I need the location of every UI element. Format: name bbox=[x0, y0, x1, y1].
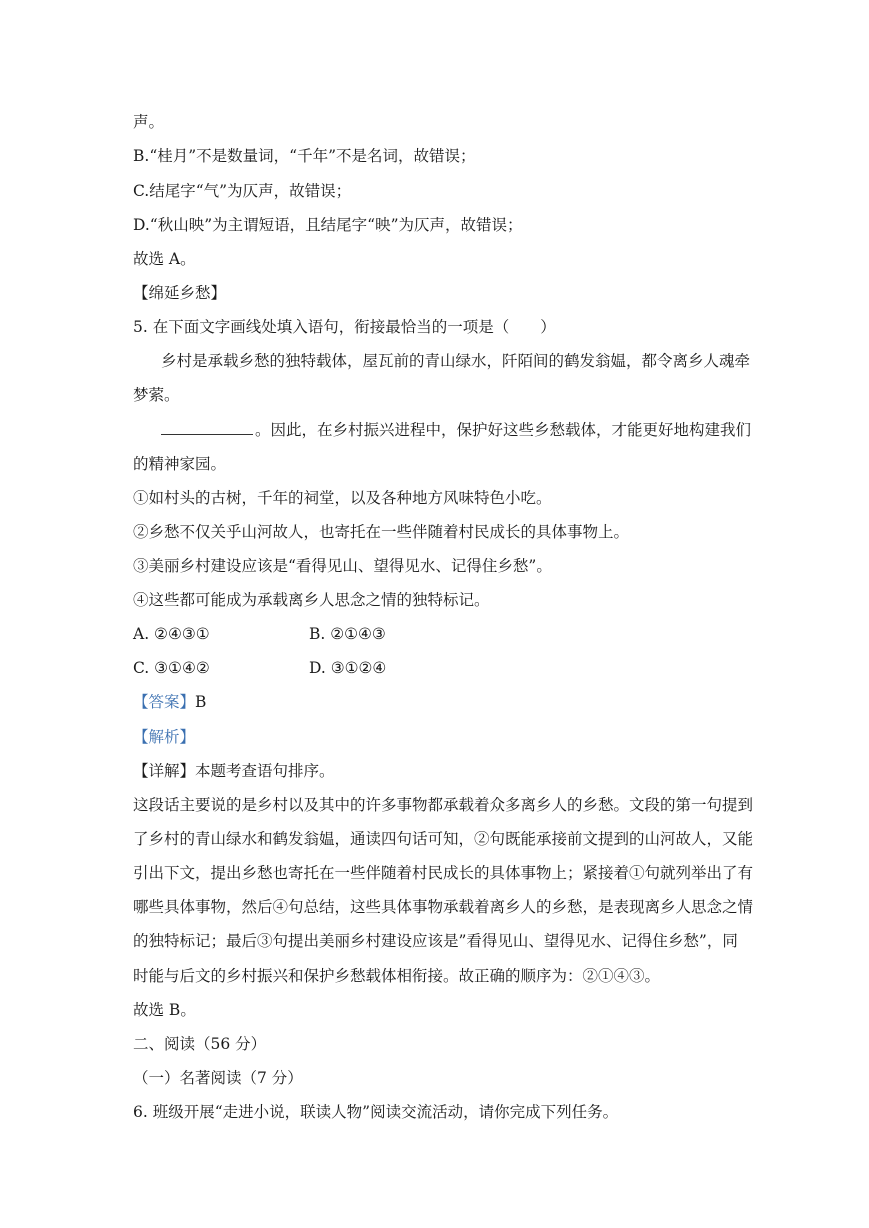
sentence-4: ④这些都可能成为承载离乡人思念之情的独特标记。 bbox=[133, 591, 490, 609]
passage-line: 乡村是承载乡愁的独特载体，屋瓦前的青山绿水，阡陌间的鹤发翁媪，都令离乡人魂牵 bbox=[161, 352, 751, 370]
question-stem: 6. 班级开展“走进小说，联读人物”阅读交流活动，请你完成下列任务。 bbox=[133, 1103, 619, 1121]
passage-line: 的精神家园。 bbox=[133, 455, 227, 473]
fill-in-blank bbox=[161, 420, 253, 435]
text-line: D.“秋山映”为主谓短语，且结尾字“映”为仄声，故错误； bbox=[133, 216, 523, 234]
text-line: 声。 bbox=[133, 113, 165, 131]
option-b: B. ②①④③ bbox=[309, 625, 386, 643]
passage-line-with-blank bbox=[161, 419, 771, 441]
section-heading: 二、阅读（56 分） bbox=[133, 1035, 267, 1053]
answer-line bbox=[133, 691, 753, 713]
analysis-label: 【解析】 bbox=[133, 728, 196, 746]
option-a: A. ②④③① bbox=[133, 625, 210, 643]
text-line: 引出下文，提出乡愁也寄托在一些伴随着村民成长的具体事物上；紧接着①句就列举出了有 bbox=[133, 864, 753, 882]
option-d: D. ③①②④ bbox=[309, 659, 387, 677]
text-line: 故选 A。 bbox=[133, 250, 196, 268]
text-line: C.结尾字“气”为仄声，故错误； bbox=[133, 182, 352, 200]
answer-label: 【答案】 bbox=[133, 693, 196, 711]
subsection-heading: （一）名著阅读（7 分） bbox=[133, 1069, 303, 1087]
question-stem: 5. 在下面文字画线处填入语句，衔接最恰当的一项是（ ） bbox=[133, 318, 556, 336]
sentence-2: ②乡愁不仅关乎山河故人，也寄托在一些伴随着村民成长的具体事物上。 bbox=[133, 523, 630, 541]
option-c: C. ③①④② bbox=[133, 659, 210, 677]
text-line: 【详解】本题考查语句排序。 bbox=[133, 762, 335, 780]
answer-value: B bbox=[195, 693, 207, 711]
passage-line: 梦萦。 bbox=[133, 386, 180, 404]
sentence-3: ③美丽乡村建设应该是“看得见山、望得见水、记得住乡愁”。 bbox=[133, 557, 552, 575]
sentence-1: ①如村头的古树，千年的祠堂，以及各种地方风味特色小吃。 bbox=[133, 489, 552, 507]
text-line: 故选 B。 bbox=[133, 1001, 196, 1019]
section-heading: 【绵延乡愁】 bbox=[133, 284, 227, 302]
text-line: 时能与后文的乡村振兴和保护乡愁载体相衔接。故正确的顺序为：②①④③。 bbox=[133, 967, 661, 985]
text-line: 的独特标记；最后③句提出美丽乡村建设应该是”看得见山、望得见水、记得住乡愁”，同 bbox=[133, 932, 738, 950]
text-line: 这段话主要说的是乡村以及其中的许多事物都承载着众多离乡人的乡愁。文段的第一句提到 bbox=[133, 796, 753, 814]
text-line: 了乡村的青山绿水和鹤发翁媪，通读四句话可知，②句既能承接前文提到的山河故人，又能 bbox=[133, 830, 753, 848]
text-line: 哪些具体事物，然后④句总结，这些具体事物承载着离乡人的乡愁，是表现离乡人思念之情 bbox=[133, 898, 753, 916]
passage-text: 。因此，在乡村振兴进程中，保护好这些乡愁载体，才能更好地构建我们 bbox=[255, 421, 752, 439]
text-line: B.“桂月”不是数量词，“千年”不是名词，故错误； bbox=[133, 147, 476, 165]
